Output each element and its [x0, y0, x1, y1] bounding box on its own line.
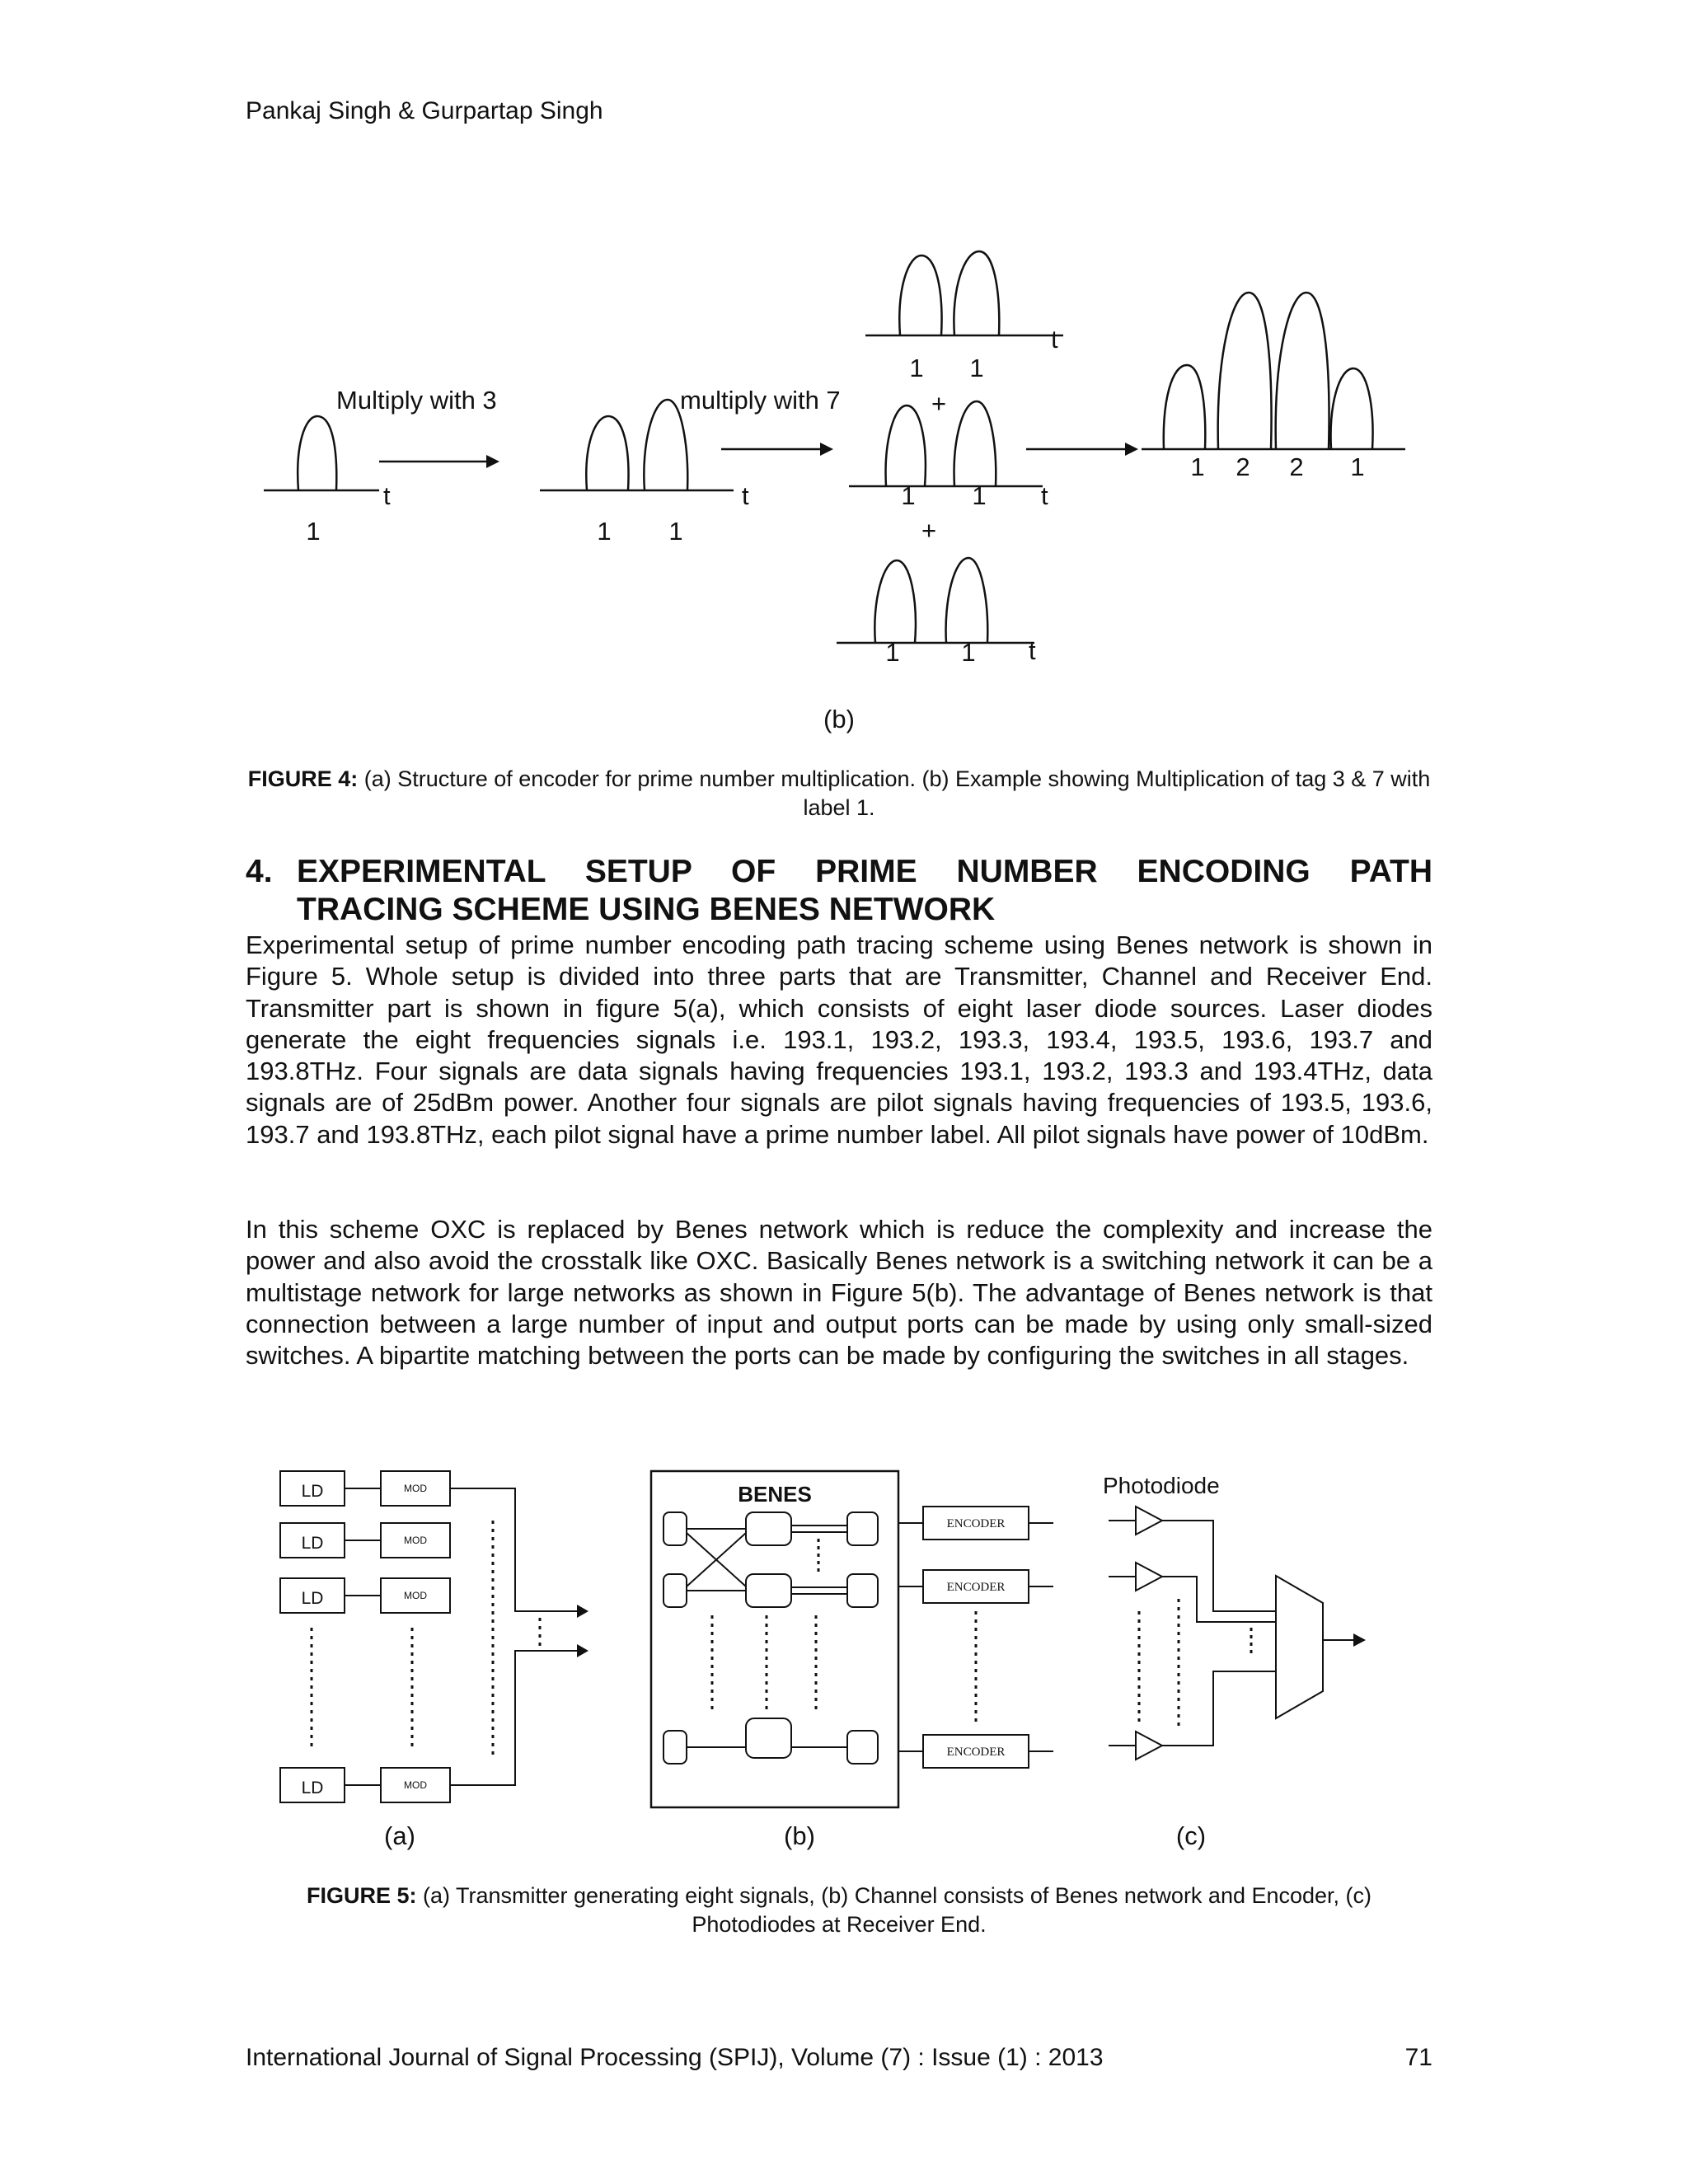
switch-node — [663, 1731, 687, 1764]
photodiode-symbol — [1136, 1563, 1162, 1591]
result-label: 1 — [1190, 452, 1205, 481]
journal-citation: International Journal of Signal Processing (SPIJ), Volume (7) : Issue (1) : 2013 — [246, 2044, 1104, 2071]
step1-label: Multiply with 3 — [336, 386, 497, 415]
pulse-label: 1 — [597, 517, 612, 546]
figure-4-caption — [246, 765, 1432, 823]
pulse — [1276, 293, 1329, 449]
page-number: 71 — [1404, 2044, 1432, 2071]
encoder-label: ENCODER — [946, 1581, 1006, 1594]
switch-node — [746, 1512, 791, 1545]
section-title-line2: TRACING SCHEME USING BENES NETWORK — [297, 892, 996, 927]
pulse — [298, 416, 336, 490]
result-label: 2 — [1236, 452, 1250, 481]
pulse-label: 1 — [969, 354, 984, 382]
section-title-line1: EXPERIMENTAL SETUP OF PRIME NUMBER ENCODING PATH — [297, 854, 1432, 889]
figure-5-caption — [246, 1882, 1432, 1939]
pulse — [954, 251, 999, 335]
section-number: 4. — [246, 854, 273, 889]
switch-node — [847, 1512, 878, 1545]
caption-prefix: FIGURE 4: — [247, 766, 359, 791]
pulse — [954, 401, 996, 486]
pulse — [886, 405, 926, 486]
axis-t: t — [1051, 325, 1058, 354]
panel-label-a: (a) — [384, 1821, 415, 1850]
ld-label: LD — [301, 1589, 324, 1608]
arrow-head — [577, 1605, 588, 1618]
benes-label: BENES — [738, 1482, 812, 1507]
photodiode-label: Photodiode — [1103, 1473, 1220, 1498]
pulse — [946, 558, 988, 643]
photodiode-symbol — [1136, 1732, 1162, 1760]
pulse-label: 1 — [901, 481, 916, 510]
axis-t: t — [1041, 481, 1048, 510]
panel-label-c: (c) — [1175, 1821, 1207, 1850]
mod-label: MOD — [404, 1779, 427, 1791]
axis-t: t — [1029, 636, 1036, 665]
mod-label: MOD — [404, 1483, 427, 1494]
encoder-label: ENCODER — [946, 1517, 1006, 1530]
caption-text: (a) Structure of encoder for prime number multiplication. (b) Example showing Multiplication of tag 3 & 7 with label 1. — [358, 766, 1431, 820]
ld-label: LD — [301, 1482, 324, 1501]
plus-sign: + — [921, 516, 937, 545]
mod-label: MOD — [404, 1535, 427, 1546]
arrow-head — [486, 455, 499, 468]
pulse-label: 1 — [972, 481, 987, 510]
pulse-label: 1 — [961, 638, 976, 667]
arrow-head — [820, 443, 833, 456]
ld-label: LD — [301, 1534, 324, 1553]
pulse-label: 1 — [668, 517, 683, 546]
encoder-label: ENCODER — [946, 1746, 1006, 1759]
arrow-head — [1125, 443, 1138, 456]
figure-5-diagram — [264, 1459, 1401, 1854]
pulse — [1164, 365, 1206, 449]
photodiode-symbol — [1136, 1507, 1162, 1535]
mod-label: MOD — [404, 1590, 427, 1601]
caption-text: (a) Transmitter generating eight signals, (b) Channel consists of Benes network and Encoder, (c) Photodiodes at Receiver End. — [416, 1883, 1372, 1937]
pulse-label: 1 — [885, 638, 900, 667]
pulse — [899, 255, 941, 335]
figure-4-diagram — [247, 235, 1442, 746]
page-footer — [246, 2044, 1432, 2072]
switch-node — [663, 1512, 687, 1545]
pulse — [1218, 293, 1272, 449]
pulse-label: 1 — [909, 354, 924, 382]
result-label: 1 — [1350, 452, 1365, 481]
pulse — [586, 416, 628, 490]
pulse — [874, 560, 916, 643]
caption-prefix: FIGURE 5: — [306, 1883, 417, 1908]
switch-node — [847, 1574, 878, 1607]
step2-label: multiply with 7 — [680, 386, 841, 415]
pulse-label: 1 — [306, 517, 321, 546]
section-heading — [246, 853, 1432, 929]
plus-sign: + — [931, 389, 947, 418]
switch-node — [847, 1731, 878, 1764]
panel-label-b: (b) — [784, 1821, 815, 1850]
paragraph: Experimental setup of prime number encoding path tracing scheme using Benes network is shown in Figure 5. Whole setup is divided into three parts that are Transmitter, Channel and Receiver End. Transmitter part is shown in figure 5(a), which consists of eight laser diode sources. Laser diodes generate the eight frequencies signals i.e. 193.1, 193.2, 193.3, 193.4, 193.5, 193.6, 193.7 and 193.8THz. Four signals are data signals having frequencies 193.1, 193.2, 193.3 and 193.4THz, data signals are of 25dBm power. Another four signals are pilot signals having frequencies of 193.5, 193.6, 193.7 and 193.8THz, each pilot signal have a prime number label. All pilot signals have power of 10dBm. — [246, 930, 1432, 1149]
running-header: Pankaj Singh & Gurpartap Singh — [246, 97, 603, 124]
arrow-head — [1353, 1633, 1366, 1647]
paragraph: In this scheme OXC is replaced by Benes network which is reduce the complexity and increase the power and also avoid the crosstalk like OXC. Basically Benes network is a switching network it can be a multistage network for large networks as shown in Figure 5(b). The advantage of Benes network is that connection between a large number of input and output ports can be made by using only small-sized switches. A bipartite matching between the ports can be made by configuring the switches in all stages. — [246, 1215, 1432, 1371]
ld-label: LD — [301, 1779, 324, 1797]
pulse — [1331, 368, 1373, 449]
benes-network-box — [651, 1471, 898, 1807]
result-label: 2 — [1289, 452, 1304, 481]
switch-node — [746, 1718, 791, 1758]
switch-node — [663, 1574, 687, 1607]
axis-t: t — [742, 481, 749, 510]
combiner-symbol — [1276, 1576, 1323, 1718]
arrow-head — [577, 1644, 588, 1657]
switch-node — [746, 1574, 791, 1607]
axis-t: t — [383, 481, 391, 510]
panel-label: (b) — [823, 705, 855, 733]
